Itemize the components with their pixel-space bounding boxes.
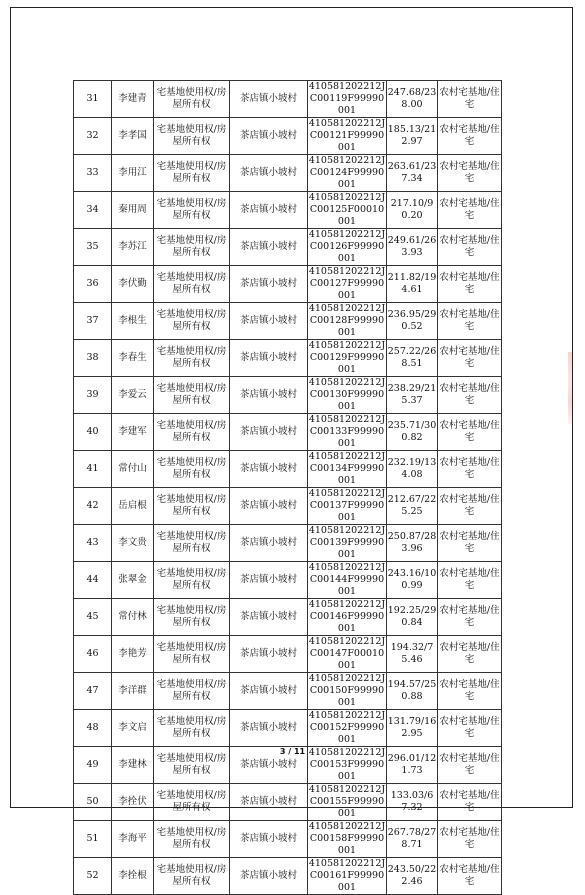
table-row — [74, 118, 502, 155]
cell-right-type: 宅基地使用权/房屋所有权 — [154, 451, 230, 488]
cell-unit-code: 410581202212JC00144F99990001 — [308, 562, 386, 597]
registry-table-body — [74, 81, 502, 895]
cell-right-type: 宅基地使用权/房屋所有权 — [154, 266, 230, 303]
cell-right-type: 宅基地使用权/房屋所有权 — [154, 414, 230, 451]
cell-land-use: 农村宅基地/住宅 — [438, 488, 502, 525]
cell-row-number: 35 — [74, 229, 112, 266]
cell-row-number: 43 — [74, 525, 112, 562]
cell-unit-code: 410581202212JC00150F99990001 — [308, 673, 386, 708]
cell-location: 茶店镇小坡村 — [230, 821, 308, 858]
cell-land-use: 农村宅基地/住宅 — [438, 821, 502, 858]
table-row — [74, 858, 502, 895]
cell-land-use: 农村宅基地/住宅 — [438, 747, 502, 784]
cell-row-number: 36 — [74, 266, 112, 303]
cell-unit-code: 410581202212JC00139F99990001 — [308, 525, 386, 560]
cell-area: 194.57/250.88 — [387, 673, 438, 710]
page-number: 3 / 11 — [279, 747, 306, 756]
cell-land-use: 农村宅基地/住宅 — [438, 562, 502, 599]
cell-land-use: 农村宅基地/住宅 — [438, 303, 502, 340]
cell-area: 236.95/290.52 — [387, 303, 438, 340]
table-row — [74, 155, 502, 192]
cell-row-number: 40 — [74, 414, 112, 451]
cell-area: 185.13/212.97 — [387, 118, 438, 155]
cell-unit-code: 410581202212JC00161F99990001 — [308, 858, 386, 893]
cell-area: 250.87/283.96 — [387, 525, 438, 562]
cell-right-type: 宅基地使用权/房屋所有权 — [154, 747, 230, 784]
cell-row-number: 46 — [74, 636, 112, 673]
cell-unit-code: 410581202212JC00146F99990001 — [308, 599, 386, 634]
cell-land-use: 农村宅基地/住宅 — [438, 192, 502, 229]
cell-row-number: 31 — [74, 81, 112, 118]
cell-land-use: 农村宅基地/住宅 — [438, 377, 502, 414]
cell-row-number: 34 — [74, 192, 112, 229]
cell-owner-name: 李苏江 — [112, 229, 154, 266]
cell-area: 235.71/300.82 — [387, 414, 438, 451]
cell-area: 263.61/237.34 — [387, 155, 438, 192]
cell-owner-name: 秦用周 — [112, 192, 154, 229]
cell-owner-name: 张翠金 — [112, 562, 154, 599]
registry-table — [73, 80, 502, 895]
cell-owner-name: 李海平 — [112, 821, 154, 858]
cell-location: 茶店镇小坡村 — [230, 377, 308, 414]
cell-land-use: 农村宅基地/住宅 — [438, 784, 502, 821]
cell-land-use: 农村宅基地/住宅 — [438, 710, 502, 747]
table-row — [74, 488, 502, 525]
cell-area: 133.03/67.32 — [387, 784, 438, 821]
cell-land-use: 农村宅基地/住宅 — [438, 118, 502, 155]
cell-area: 238.29/215.37 — [387, 377, 438, 414]
cell-owner-name: 李建林 — [112, 747, 154, 784]
cell-right-type: 宅基地使用权/房屋所有权 — [154, 636, 230, 673]
cell-right-type: 宅基地使用权/房屋所有权 — [154, 229, 230, 266]
cell-unit-code: 410581202212JC00147F00010001 — [308, 636, 386, 671]
cell-land-use: 农村宅基地/住宅 — [438, 673, 502, 710]
cell-row-number: 50 — [74, 784, 112, 821]
cell-right-type: 宅基地使用权/房屋所有权 — [154, 599, 230, 636]
cell-land-use: 农村宅基地/住宅 — [438, 229, 502, 266]
cell-unit-code: 410581202212JC00121F99990001 — [308, 118, 386, 153]
cell-row-number: 38 — [74, 340, 112, 377]
cell-area: 249.61/263.93 — [387, 229, 438, 266]
cell-row-number: 39 — [74, 377, 112, 414]
cell-land-use: 农村宅基地/住宅 — [438, 266, 502, 303]
cell-land-use: 农村宅基地/住宅 — [438, 525, 502, 562]
cell-location: 茶店镇小坡村 — [230, 192, 308, 229]
cell-row-number: 48 — [74, 710, 112, 747]
cell-location: 茶店镇小坡村 — [230, 858, 308, 895]
cell-row-number: 51 — [74, 821, 112, 858]
cell-area: 211.82/194.61 — [387, 266, 438, 303]
cell-right-type: 宅基地使用权/房屋所有权 — [154, 673, 230, 710]
cell-location: 茶店镇小坡村 — [230, 266, 308, 303]
cell-row-number: 45 — [74, 599, 112, 636]
cell-right-type: 宅基地使用权/房屋所有权 — [154, 784, 230, 821]
cell-area: 232.19/134.08 — [387, 451, 438, 488]
cell-area: 194.32/75.46 — [387, 636, 438, 673]
cell-land-use: 农村宅基地/住宅 — [438, 340, 502, 377]
cell-right-type: 宅基地使用权/房屋所有权 — [154, 118, 230, 155]
cell-row-number: 42 — [74, 488, 112, 525]
cell-location: 茶店镇小坡村 — [230, 451, 308, 488]
cell-right-type: 宅基地使用权/房屋所有权 — [154, 192, 230, 229]
cell-location: 茶店镇小坡村 — [230, 673, 308, 710]
cell-unit-code: 410581202212JC00155F99990001 — [308, 784, 386, 819]
cell-location: 茶店镇小坡村 — [230, 562, 308, 599]
cell-location: 茶店镇小坡村 — [230, 599, 308, 636]
table-row — [74, 599, 502, 636]
cell-unit-code: 410581202212JC00130F99990001 — [308, 377, 386, 412]
cell-right-type: 宅基地使用权/房屋所有权 — [154, 340, 230, 377]
cell-location: 茶店镇小坡村 — [230, 784, 308, 821]
table-row — [74, 81, 502, 118]
table-row — [74, 821, 502, 858]
cell-row-number: 41 — [74, 451, 112, 488]
cell-owner-name: 李文启 — [112, 710, 154, 747]
cell-owner-name: 李用江 — [112, 155, 154, 192]
cell-land-use: 农村宅基地/住宅 — [438, 414, 502, 451]
cell-unit-code: 410581202212JC00133F99990001 — [308, 414, 386, 449]
cell-owner-name: 李艳芳 — [112, 636, 154, 673]
cell-right-type: 宅基地使用权/房屋所有权 — [154, 155, 230, 192]
table-row — [74, 710, 502, 747]
cell-area: 243.50/222.46 — [387, 858, 438, 895]
cell-location: 茶店镇小坡村 — [230, 710, 308, 747]
cell-right-type: 宅基地使用权/房屋所有权 — [154, 710, 230, 747]
cell-unit-code: 410581202212JC00119F99990001 — [308, 81, 386, 116]
cell-owner-name: 李春生 — [112, 340, 154, 377]
cell-location: 茶店镇小坡村 — [230, 303, 308, 340]
cell-land-use: 农村宅基地/住宅 — [438, 858, 502, 895]
table-row — [74, 451, 502, 488]
cell-location: 茶店镇小坡村 — [230, 414, 308, 451]
cell-unit-code: 410581202212JC00153F99990001 — [308, 747, 386, 782]
cell-row-number: 44 — [74, 562, 112, 599]
cell-right-type: 宅基地使用权/房屋所有权 — [154, 858, 230, 895]
cell-owner-name: 李伏勤 — [112, 266, 154, 303]
red-seal-stamp — [568, 352, 572, 424]
cell-row-number: 32 — [74, 118, 112, 155]
cell-owner-name: 李建军 — [112, 414, 154, 451]
cell-owner-name: 李拴伏 — [112, 784, 154, 821]
cell-unit-code: 410581202212JC00128F99990001 — [308, 303, 386, 338]
cell-unit-code: 410581202212JC00158F99990001 — [308, 821, 386, 856]
cell-row-number: 47 — [74, 673, 112, 710]
cell-owner-name: 李孝国 — [112, 118, 154, 155]
cell-right-type: 宅基地使用权/房屋所有权 — [154, 562, 230, 599]
cell-unit-code: 410581202212JC00134F99990001 — [308, 451, 386, 486]
cell-unit-code: 410581202212JC00126F99990001 — [308, 229, 386, 264]
cell-row-number: 52 — [74, 858, 112, 895]
cell-land-use: 农村宅基地/住宅 — [438, 451, 502, 488]
cell-owner-name: 李建青 — [112, 81, 154, 118]
cell-right-type: 宅基地使用权/房屋所有权 — [154, 488, 230, 525]
table-row — [74, 525, 502, 562]
table-row — [74, 784, 502, 821]
cell-location: 茶店镇小坡村 — [230, 488, 308, 525]
cell-area: 247.68/238.00 — [387, 81, 438, 118]
cell-row-number: 49 — [74, 747, 112, 784]
cell-right-type: 宅基地使用权/房屋所有权 — [154, 525, 230, 562]
cell-owner-name: 常付山 — [112, 451, 154, 488]
cell-right-type: 宅基地使用权/房屋所有权 — [154, 377, 230, 414]
cell-unit-code: 410581202212JC00152F99990001 — [308, 710, 386, 745]
cell-location: 茶店镇小坡村 — [230, 636, 308, 673]
cell-area: 217.10/90.20 — [387, 192, 438, 229]
cell-row-number: 33 — [74, 155, 112, 192]
cell-location: 茶店镇小坡村 — [230, 118, 308, 155]
cell-unit-code: 410581202212JC00137F99990001 — [308, 488, 386, 523]
cell-right-type: 宅基地使用权/房屋所有权 — [154, 303, 230, 340]
cell-unit-code: 410581202212JC00125F00010001 — [308, 192, 386, 227]
cell-area: 131.79/162.95 — [387, 710, 438, 747]
cell-location: 茶店镇小坡村 — [230, 229, 308, 266]
cell-location: 茶店镇小坡村 — [230, 340, 308, 377]
cell-right-type: 宅基地使用权/房屋所有权 — [154, 81, 230, 118]
table-row — [74, 303, 502, 340]
cell-owner-name: 李拴根 — [112, 858, 154, 895]
cell-unit-code: 410581202212JC00129F99990001 — [308, 340, 386, 375]
cell-land-use: 农村宅基地/住宅 — [438, 155, 502, 192]
cell-land-use: 农村宅基地/住宅 — [438, 636, 502, 673]
table-row — [74, 266, 502, 303]
cell-land-use: 农村宅基地/住宅 — [438, 81, 502, 118]
cell-unit-code: 410581202212JC00127F99990001 — [308, 266, 386, 301]
cell-area: 257.22/268.51 — [387, 340, 438, 377]
cell-row-number: 37 — [74, 303, 112, 340]
cell-location: 茶店镇小坡村 — [230, 81, 308, 118]
cell-owner-name: 岳启根 — [112, 488, 154, 525]
table-row — [74, 562, 502, 599]
cell-area: 296.01/121.73 — [387, 747, 438, 784]
cell-location: 茶店镇小坡村 — [230, 155, 308, 192]
table-row — [74, 340, 502, 377]
table-row — [74, 673, 502, 710]
table-row — [74, 414, 502, 451]
cell-owner-name: 李爱云 — [112, 377, 154, 414]
table-row — [74, 229, 502, 266]
table-row — [74, 636, 502, 673]
table-row — [74, 377, 502, 414]
cell-owner-name: 李文贵 — [112, 525, 154, 562]
cell-location: 茶店镇小坡村 — [230, 525, 308, 562]
cell-area: 192.25/290.84 — [387, 599, 438, 636]
cell-area: 267.78/278.71 — [387, 821, 438, 858]
cell-right-type: 宅基地使用权/房屋所有权 — [154, 821, 230, 858]
cell-area: 243.16/100.99 — [387, 562, 438, 599]
cell-area: 212.67/225.25 — [387, 488, 438, 525]
cell-location: 茶店镇小坡村 — [230, 747, 308, 784]
cell-owner-name: 常付林 — [112, 599, 154, 636]
cell-land-use: 农村宅基地/住宅 — [438, 599, 502, 636]
cell-owner-name: 李根生 — [112, 303, 154, 340]
cell-owner-name: 李洋群 — [112, 673, 154, 710]
cell-unit-code: 410581202212JC00124F99990001 — [308, 155, 386, 190]
table-row — [74, 192, 502, 229]
